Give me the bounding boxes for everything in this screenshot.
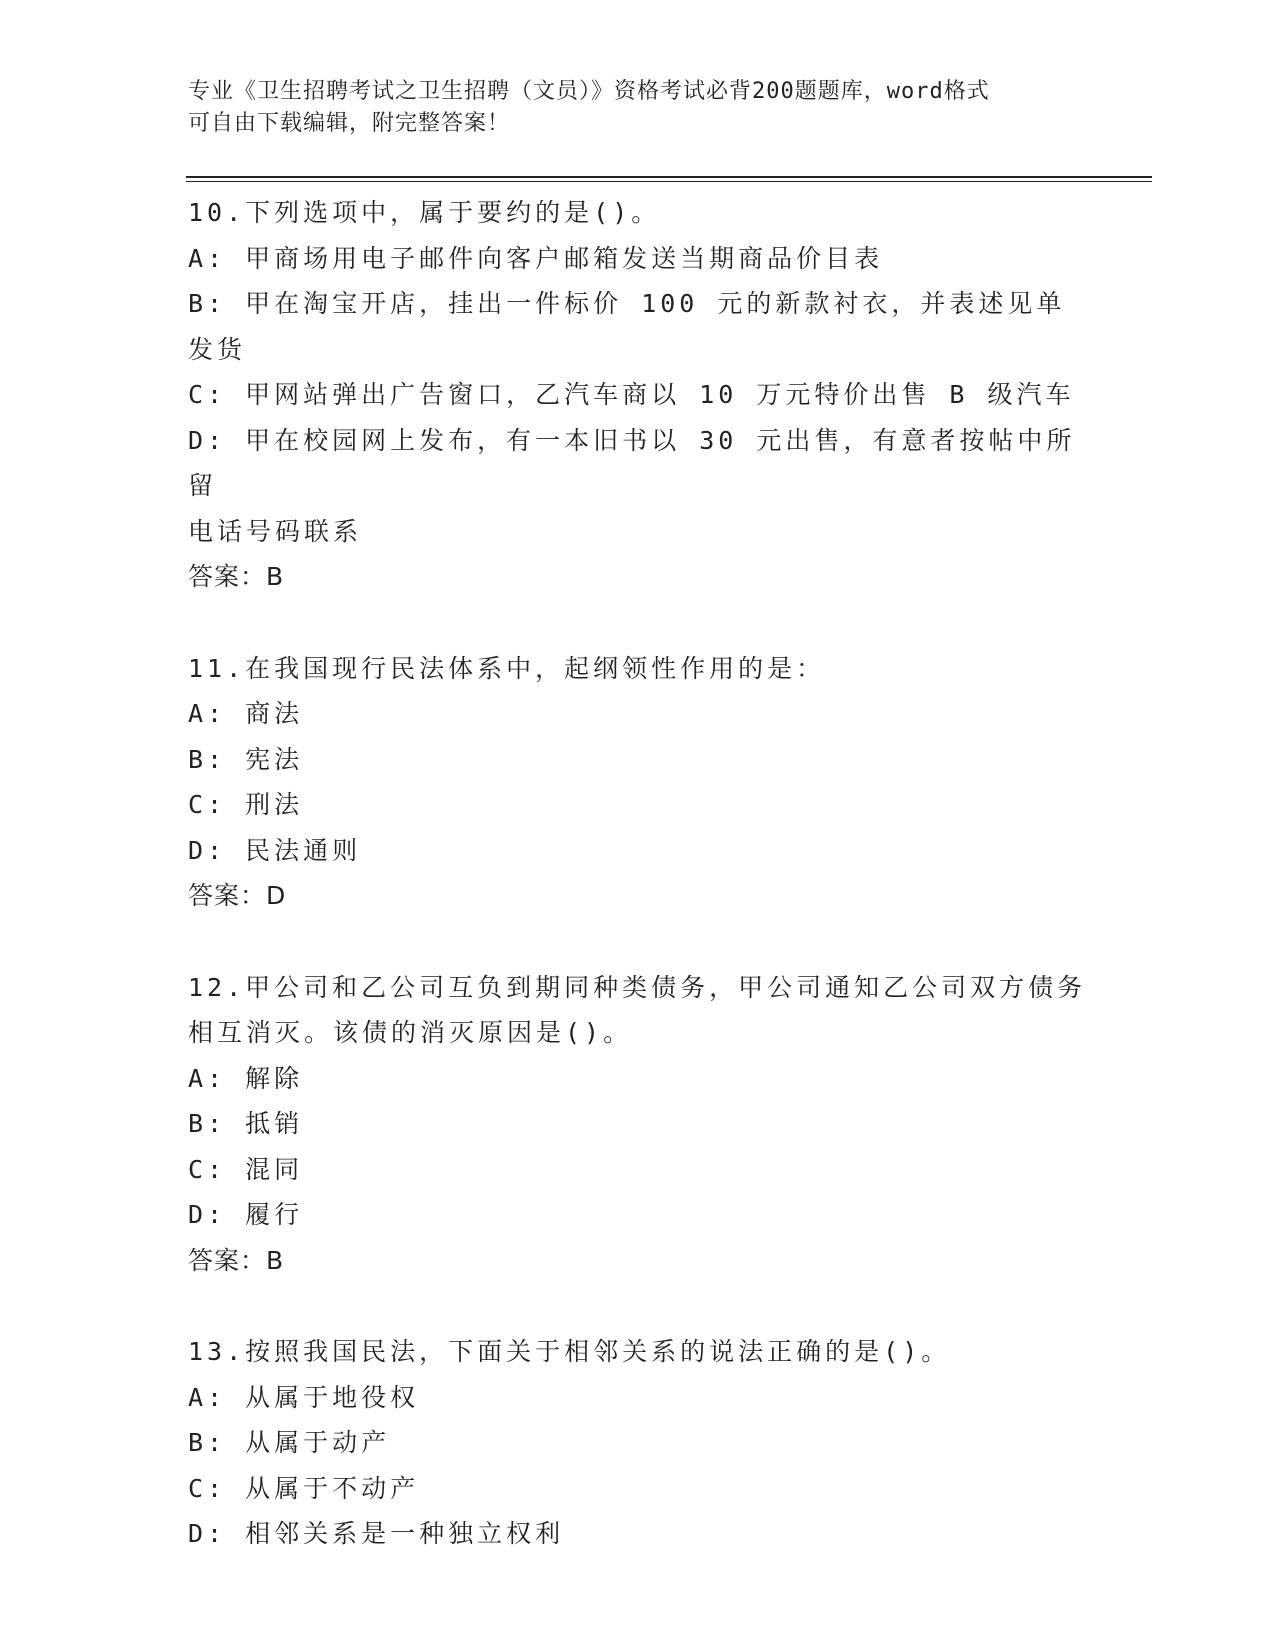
question-stem: 12.甲公司和乙公司互负到期同种类债务，甲公司通知乙公司双方债务 <box>188 972 1087 1002</box>
question-11 <box>188 646 1088 919</box>
answer-label: 答案：B <box>188 562 285 591</box>
option-d-continued: 电话号码联系 <box>188 516 363 546</box>
question-stem: 10.下列选项中，属于要约的是()。 <box>188 198 661 227</box>
option-d: D: 相邻关系是一种独立权利 <box>188 1519 565 1548</box>
answer-label: 答案：D <box>188 881 287 910</box>
question-13 <box>188 1329 1088 1557</box>
option-c: C: 从属于不动产 <box>188 1473 420 1503</box>
option-b: B: 抵销 <box>188 1109 304 1138</box>
answer-label: 答案：B <box>188 1245 285 1275</box>
question-list <box>188 190 1088 1603</box>
option-d: D: 履行 <box>188 1200 304 1229</box>
question-stem: 13.按照我国民法，下面关于相邻关系的说法正确的是()。 <box>188 1337 951 1366</box>
option-a: A: 从属于地役权 <box>188 1382 420 1412</box>
option-a: A: 甲商场用电子邮件向客户邮箱发送当期商品价目表 <box>188 243 884 273</box>
option-c: C: 混同 <box>188 1154 304 1184</box>
option-a: A: 解除 <box>188 1063 304 1093</box>
document-header <box>188 76 1068 140</box>
option-b: B: 甲在淘宝开店，挂出一件标价 100 元的新款衬衣，并表述见单发货 <box>188 289 1066 364</box>
option-b: B: 从属于动产 <box>188 1428 391 1457</box>
question-10 <box>188 190 1088 600</box>
header-divider-thin <box>186 181 1152 182</box>
option-c: C: 刑法 <box>188 790 304 819</box>
option-c: C: 甲网站弹出广告窗口，乙汽车商以 10 万元特价出售 B 级汽车 <box>188 380 1075 409</box>
question-stem: 11.在我国现行民法体系中，起纲领性作用的是： <box>188 653 826 683</box>
option-b: B: 宪法 <box>188 744 304 774</box>
header-divider-thick <box>186 176 1152 178</box>
header-line-1: 专业《卫生招聘考试之卫生招聘（文员）》资格考试必背200题题库，word格式 <box>188 79 990 104</box>
question-12 <box>188 965 1088 1284</box>
question-stem-continued: 相互消灭。该债的消灭原因是()。 <box>188 1018 633 1047</box>
option-d: D: 民法通则 <box>188 835 362 865</box>
header-line-2: 可自由下载编辑，附完整答案！ <box>188 111 511 136</box>
option-a: A: 商法 <box>188 699 304 728</box>
option-d: D: 甲在校园网上发布，有一本旧书以 30 元出售，有意者按帖中所留 <box>188 425 1076 500</box>
